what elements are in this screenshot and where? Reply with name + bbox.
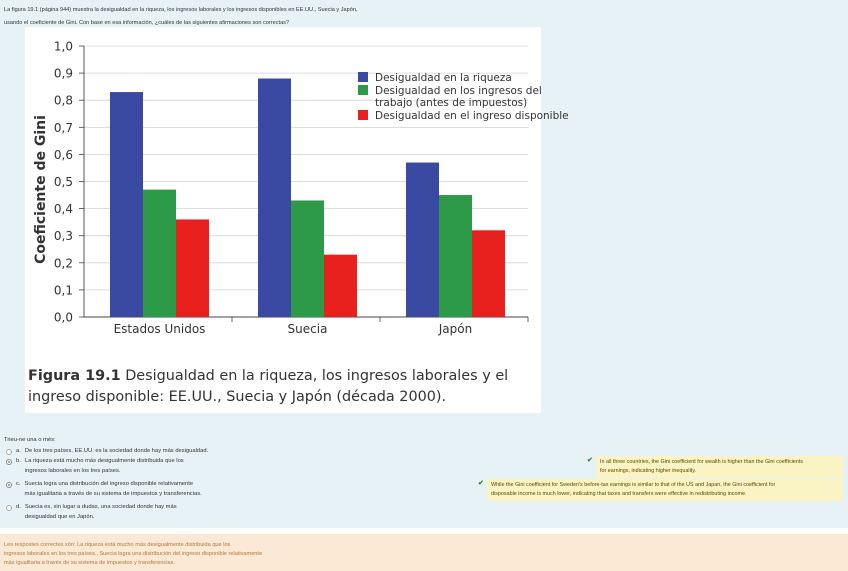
feedback-c-line-2: disposable income is much lower, indicating that taxes and transfers were effective in redistributing income. bbox=[491, 491, 747, 497]
correct-line-3: más igualitaria a través de su sistema de impuestos y transferencias. bbox=[4, 560, 175, 567]
option-text-line: ingresos laborales en los tres países. bbox=[24, 467, 121, 474]
figure-card bbox=[25, 27, 569, 413]
correct-answer-box bbox=[0, 534, 848, 571]
y-tick-label: 0,0 bbox=[53, 310, 73, 325]
option-text-line: más igualitaria a través de su sistema de impuestos y transferencias. bbox=[24, 490, 202, 497]
option-letter: c. bbox=[16, 481, 21, 487]
y-tick-label: 1,0 bbox=[53, 39, 73, 54]
check-icon: ✔ bbox=[478, 480, 484, 487]
option-text-line: Suecia es, sin lugar a dudas, una sociedad donde hay más bbox=[24, 504, 177, 510]
bar-1-1 bbox=[291, 200, 324, 317]
legend-swatch-0 bbox=[358, 72, 368, 82]
answer-option-c[interactable] bbox=[6, 480, 202, 499]
option-text bbox=[25, 457, 184, 476]
y-axis-label: Coeficiente de Gini bbox=[33, 115, 49, 264]
legend-label: Desigualdad en los ingresos del bbox=[375, 85, 542, 97]
figure-caption-text: Desigualdad en la riqueza, los ingresos laborales y el ingreso disponible: EE.UU., Suecia y Japón (década 2000). bbox=[28, 368, 509, 405]
x-tick-label: Japón bbox=[438, 322, 473, 336]
feedback-option-c bbox=[487, 479, 843, 501]
option-text-line: La riqueza está mucho más desigualmente distribuida que los bbox=[24, 458, 184, 464]
option-letter: d. bbox=[16, 504, 21, 510]
figure-caption-label: Figura 19.1 bbox=[28, 368, 121, 384]
bar-2-1 bbox=[439, 195, 472, 317]
gini-bar-chart bbox=[25, 27, 569, 357]
x-tick-label: Suecia bbox=[287, 322, 328, 336]
answer-option-b[interactable] bbox=[6, 457, 184, 476]
legend-swatch-2 bbox=[358, 110, 368, 120]
y-tick-label: 0,1 bbox=[53, 283, 73, 298]
option-text-line: De los tres países, EE.UU. es la sociedad donde hay más desigualdad. bbox=[24, 448, 209, 454]
option-checkbox[interactable] bbox=[6, 482, 12, 488]
correct-answer-text bbox=[4, 541, 262, 569]
option-text bbox=[25, 447, 208, 457]
feedback-b-line-2: for earnings, indicating higher inequality. bbox=[600, 468, 697, 474]
y-tick-label: 0,6 bbox=[53, 147, 73, 162]
check-icon: ✔ bbox=[587, 457, 593, 464]
bar-1-0 bbox=[258, 79, 291, 317]
option-text-line: desigualdad que en Japón. bbox=[24, 513, 95, 520]
question-line-1: La figura 19.1 (página 944) muestra la desigualdad en la riqueza, los ingresos laborales y los ingresos disponibles en EE.UU., Suecia y Japón, bbox=[4, 7, 358, 13]
y-tick-label: 0,5 bbox=[53, 175, 73, 189]
option-text bbox=[25, 480, 202, 499]
feedback-c-line-1: While the Gini coefficient for Sweden's before-tax earnings is similar to that of the US and Japan, the Gini coefficient for bbox=[491, 482, 776, 488]
bar-0-0 bbox=[110, 92, 143, 317]
x-tick-label: Estados Unidos bbox=[113, 322, 206, 336]
option-text-line: Suecia logra una distribución del ingreso disponible relativamente bbox=[24, 481, 194, 487]
feedback-option-b bbox=[596, 456, 843, 478]
correct-line-2: ingresos laborales en los tres países., Suecia logra una distribución del ingreso disponible relativamente bbox=[4, 551, 263, 558]
feedback-b-line-1: In all three countries, the Gini coefficient for wealth is higher than the Gini coefficients bbox=[600, 459, 803, 465]
answer-option-d[interactable] bbox=[6, 503, 177, 522]
option-checkbox[interactable] bbox=[6, 449, 12, 455]
legend-swatch-1 bbox=[358, 85, 368, 95]
answer-option-a[interactable] bbox=[6, 447, 208, 457]
option-text bbox=[25, 503, 177, 522]
correct-line-1: Les respostes correctes són: La riqueza está mucho más desigualmente distribuida que los bbox=[4, 542, 231, 548]
y-tick-label: 0,3 bbox=[53, 229, 73, 244]
y-tick-label: 0,9 bbox=[53, 66, 73, 81]
bar-0-2 bbox=[176, 219, 209, 317]
bar-2-2 bbox=[472, 230, 505, 317]
legend-label: Desigualdad en el ingreso disponible bbox=[375, 110, 569, 122]
bar-2-0 bbox=[406, 163, 439, 317]
option-letter: a. bbox=[16, 448, 21, 454]
option-letter: b. bbox=[16, 458, 21, 464]
figure-caption bbox=[28, 366, 528, 408]
bar-1-2 bbox=[324, 255, 357, 317]
question-text bbox=[4, 4, 358, 29]
y-tick-label: 0,2 bbox=[53, 256, 73, 271]
bar-0-1 bbox=[143, 190, 176, 317]
answer-intro: Trieu-ne una o més: bbox=[4, 437, 56, 443]
option-checkbox[interactable] bbox=[6, 505, 12, 511]
y-tick-label: 0,8 bbox=[53, 93, 73, 108]
y-tick-label: 0,7 bbox=[53, 120, 73, 135]
y-tick-label: 0,4 bbox=[53, 202, 73, 217]
legend-label: Desigualdad en la riqueza bbox=[375, 72, 512, 84]
question-line-2: usando el coeficiente de Gini. Con base en esa información, ¿cuáles de las siguientes afirmaciones son correctas? bbox=[4, 19, 290, 26]
legend-label: trabajo (antes de impuestos) bbox=[375, 97, 528, 109]
option-checkbox[interactable] bbox=[6, 459, 12, 465]
